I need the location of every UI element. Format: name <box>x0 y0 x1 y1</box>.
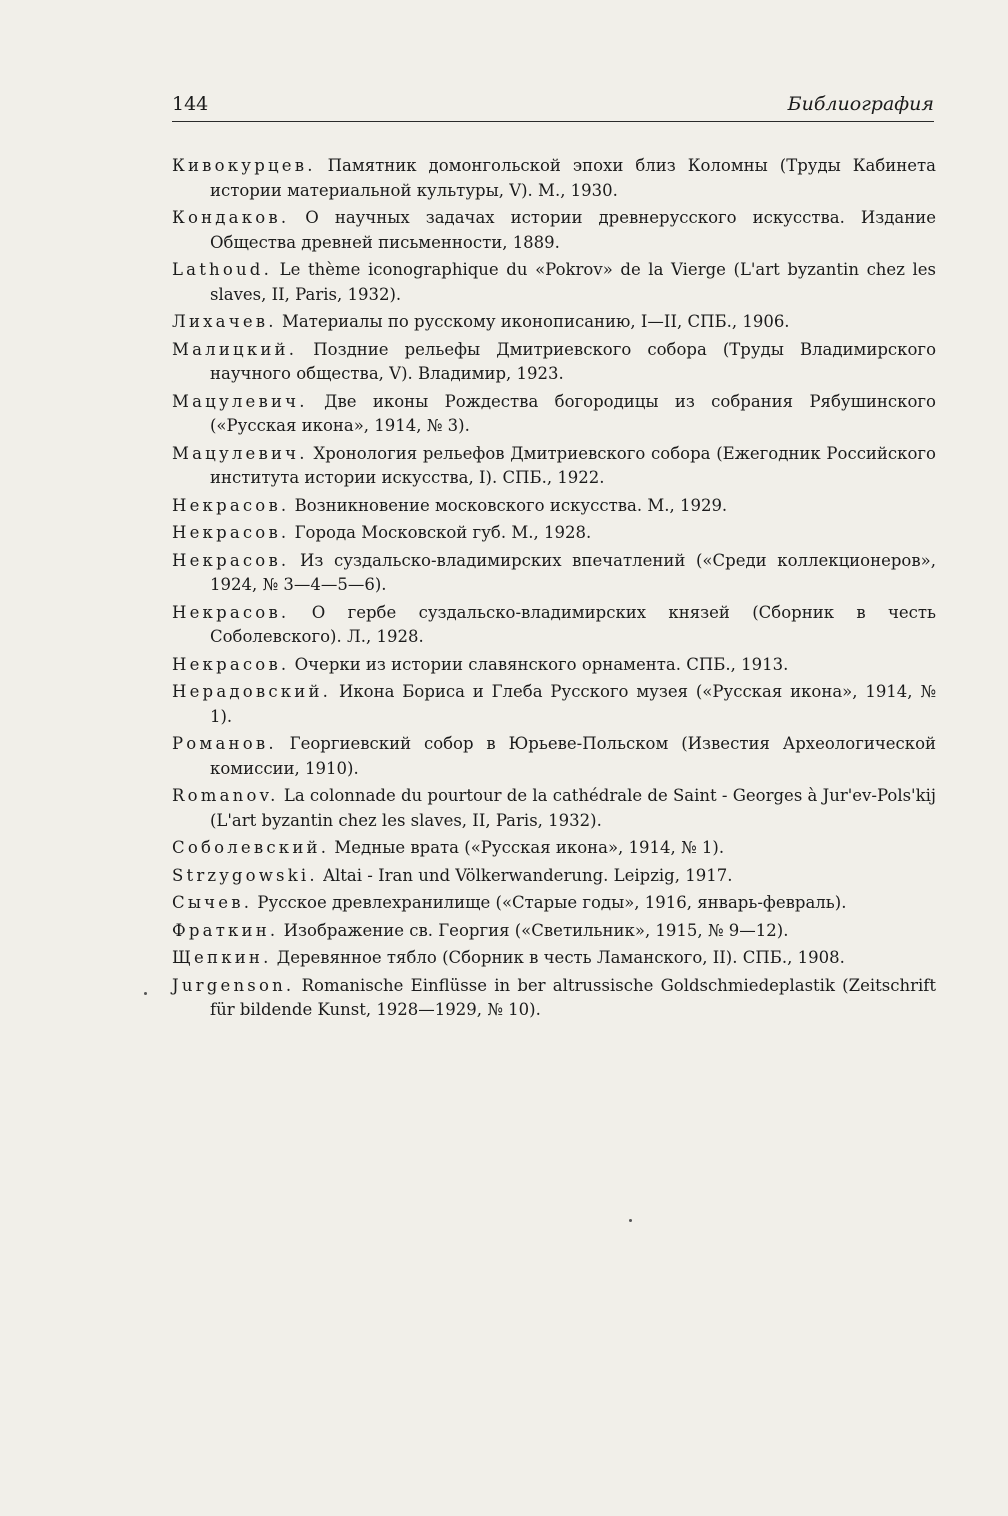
entry-author: Strzygowski. <box>172 865 318 885</box>
bibliography-entry <box>172 549 936 598</box>
entry-author: Фраткин. <box>172 920 279 940</box>
paper-speck <box>629 1219 632 1222</box>
bibliography-entry <box>172 521 936 546</box>
entry-text: Поздние рельефы Дмитриевского собора (Труды Владимирского научного общества, V). Владимир, 1923. <box>210 339 936 383</box>
entry-text: Две иконы Рождества богородицы из собрания Рябушинского («Русская икона», 1914, № 3). <box>210 391 936 435</box>
bibliography-entry <box>172 864 936 889</box>
bibliography-entry <box>172 732 936 781</box>
page-number: 144 <box>172 93 209 115</box>
running-title: Библиография <box>787 93 934 115</box>
entry-author: Jurgenson. <box>172 975 295 995</box>
entry-text: Деревянное тябло (Сборник в честь Ламанского, II). СПБ., 1908. <box>271 948 845 967</box>
entry-author: Romanov. <box>172 786 279 805</box>
entry-text: Altai - Iran und Völkerwanderung. Leipzig, 1917. <box>317 865 733 885</box>
bibliography-entry <box>172 974 936 1023</box>
entry-author: Щепкин. <box>172 948 272 967</box>
bibliography-entry <box>172 390 936 439</box>
bibliography-entry <box>172 653 936 678</box>
entry-author: Некрасов. <box>172 523 290 542</box>
entry-author: Некрасов. <box>172 602 290 622</box>
entry-text: Из суздальско-владимирских впечатлений («Среди коллекционеров», 1924, № 3—4—5—6). <box>210 550 936 594</box>
entry-text: О научных задачах истории древнерусского искусства. Издание Общества древней письменности, 1889. <box>210 208 936 252</box>
entry-text: Русское древлехранилище («Старые годы», 1916, январь-февраль). <box>252 893 847 912</box>
bibliography-entry <box>172 891 936 916</box>
entry-author: Некрасов. <box>172 654 290 674</box>
bibliography-entry <box>172 338 936 387</box>
paper-speck <box>144 992 147 995</box>
bibliography-entry <box>172 919 936 944</box>
entry-author: Нерадовский. <box>172 682 332 701</box>
entry-author: Сычев. <box>172 893 253 912</box>
entry-text: Города Московской губ. М., 1928. <box>289 523 592 542</box>
entry-text: Возникновение московского искусства. М., 1929. <box>289 495 728 515</box>
bibliography-entry <box>172 494 936 519</box>
header-rule <box>172 121 934 122</box>
entry-author: Романов. <box>172 734 277 753</box>
entry-author: Мацулевич. <box>172 443 308 463</box>
entry-author: Малицкий. <box>172 339 298 359</box>
bibliography-list <box>172 154 936 1026</box>
entry-author: Соболевский. <box>172 838 330 857</box>
entry-author: Кивокурцев. <box>172 156 316 175</box>
entry-text: Материалы по русскому иконописанию, I—II, СПБ., 1906. <box>276 312 790 331</box>
entry-text: Георгиевский собор в Юрьеве-Польском (Известия Археологической комиссии, 1910). <box>210 734 936 778</box>
bibliography-entry <box>172 258 936 307</box>
bibliography-entry <box>172 784 936 833</box>
entry-text: Памятник домонгольской эпохи близ Коломны (Труды Кабинета истории материальной культуры, V). М., 1930. <box>210 156 936 200</box>
entry-author: Кондаков. <box>172 208 290 227</box>
entry-author: Мацулевич. <box>172 391 308 411</box>
entry-text: Le thème iconographique du «Pokrov» de la Vierge (L'art byzantin chez les slaves, II, Paris, 1932). <box>210 260 936 304</box>
entry-author: Lathoud. <box>172 260 273 279</box>
entry-author: Лихачев. <box>172 312 277 331</box>
entry-text: Медные врата («Русская икона», 1914, № 1). <box>329 838 725 857</box>
bibliography-entry <box>172 680 936 729</box>
entry-text: La colonnade du pourtour de la cathédrale de Saint - Georges à Jur'ev-Pols'kij (L'art byzantin chez les slaves, II, Paris, 1932). <box>210 786 936 830</box>
bibliography-entry <box>172 442 936 491</box>
entry-text: Икона Бориса и Глеба Русского музея («Русская икона», 1914, № 1). <box>210 682 936 726</box>
entry-author: Некрасов. <box>172 550 290 570</box>
entry-text: Romanische Einflüsse in ber altrussische Goldschmiedeplastik (Zeitschrift für bildende Kunst, 1928—1929, № 10). <box>210 975 936 1019</box>
bibliography-entry <box>172 310 936 335</box>
entry-text: Изображение св. Георгия («Светильник», 1915, № 9—12). <box>278 920 789 940</box>
entry-text: О гербе суздальско-владимирских князей (Сборник в честь Соболевского). Л., 1928. <box>210 602 936 646</box>
bibliography-entry <box>172 601 936 650</box>
bibliography-entry <box>172 206 936 255</box>
running-head <box>172 92 934 122</box>
entry-text: Хронология рельефов Дмитриевского собора (Ежегодник Российского института истории искусства, I). СПБ., 1922. <box>210 443 936 487</box>
bibliography-entry <box>172 836 936 861</box>
entry-author: Некрасов. <box>172 495 290 515</box>
bibliography-entry <box>172 154 936 203</box>
bibliography-entry <box>172 946 936 971</box>
entry-text: Очерки из истории славянского орнамента. СПБ., 1913. <box>289 654 789 674</box>
